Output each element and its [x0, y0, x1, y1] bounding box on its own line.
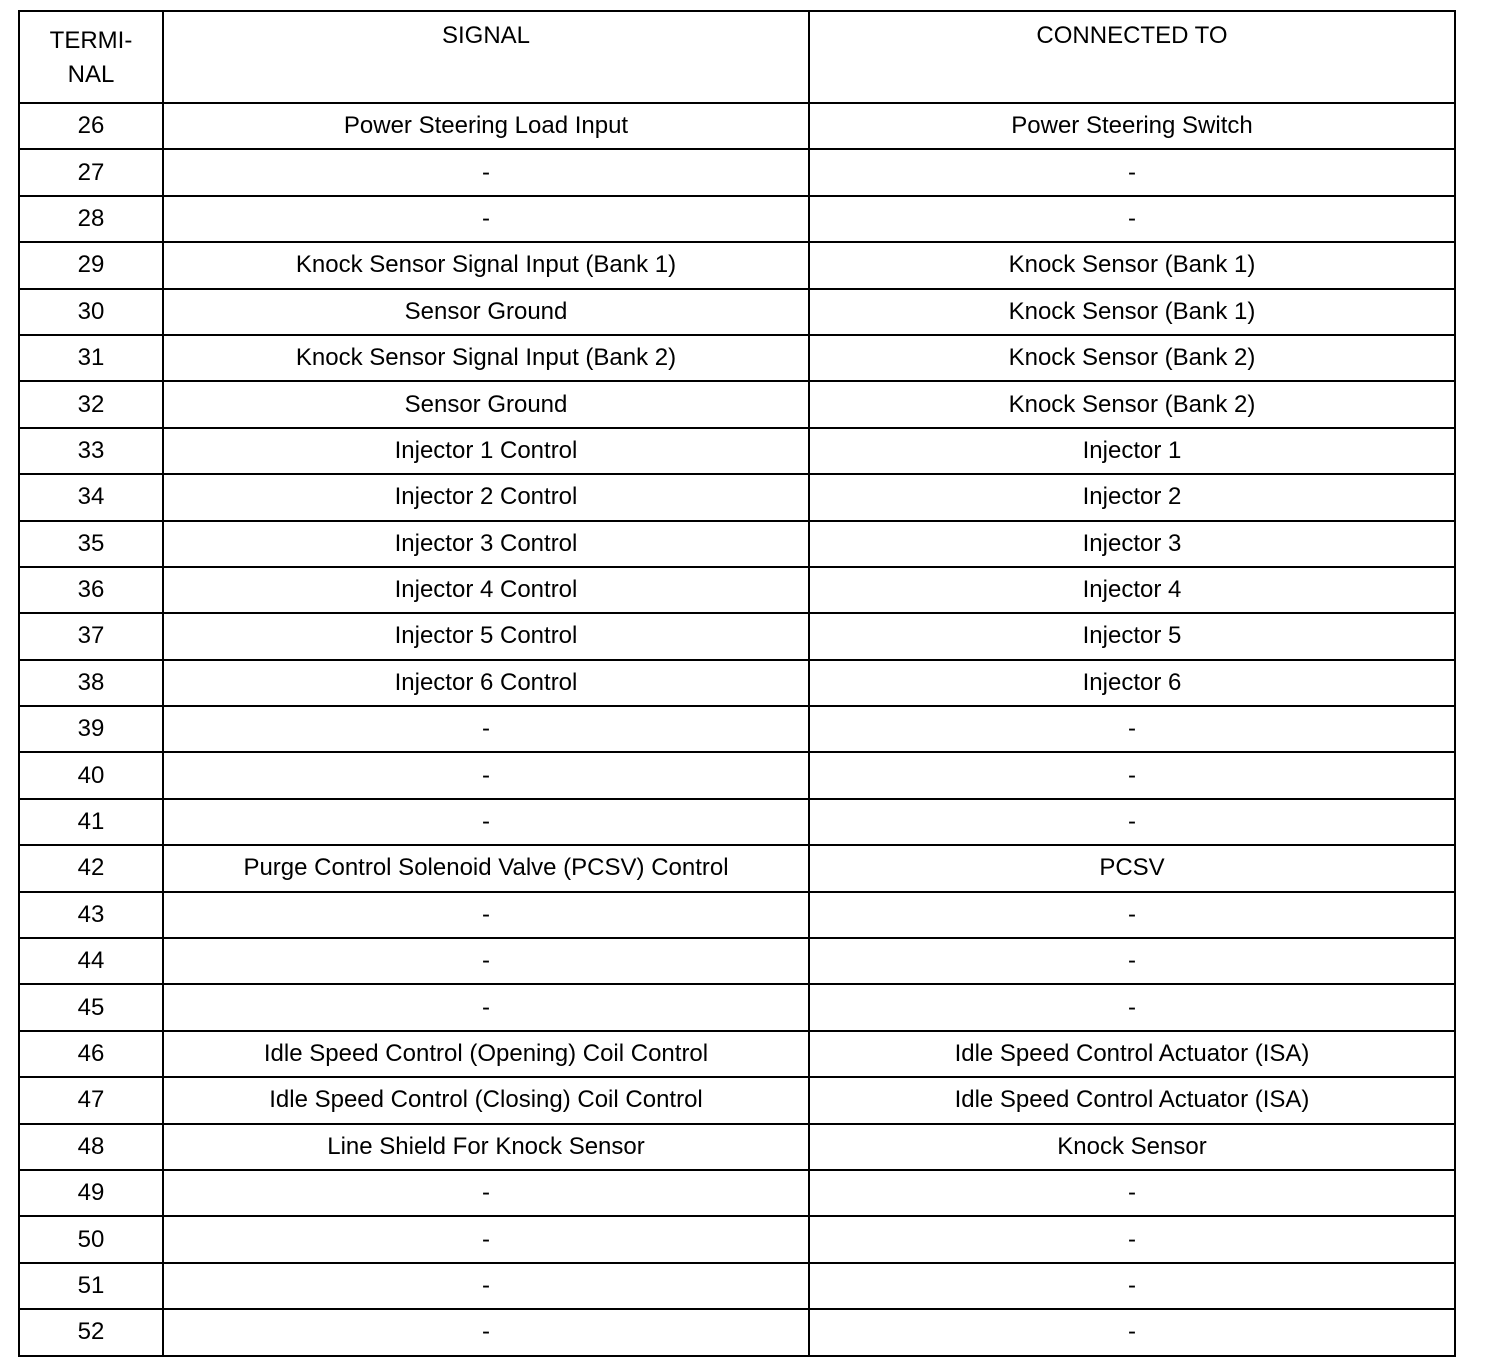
connected-to-cell: -: [809, 799, 1455, 845]
signal-cell: Knock Sensor Signal Input (Bank 1): [163, 242, 809, 288]
signal-cell: Power Steering Load Input: [163, 103, 809, 149]
connected-to-cell: -: [809, 1216, 1455, 1262]
signal-cell: Sensor Ground: [163, 381, 809, 427]
table-row: [19, 1309, 1455, 1355]
connected-to-cell: Knock Sensor (Bank 1): [809, 242, 1455, 288]
table-row: [19, 196, 1455, 242]
connected-to-cell: Injector 6: [809, 660, 1455, 706]
table-row: [19, 613, 1455, 659]
table-row: [19, 289, 1455, 335]
table-row: [19, 752, 1455, 798]
signal-cell: Injector 5 Control: [163, 613, 809, 659]
connected-to-cell: PCSV: [809, 845, 1455, 891]
signal-cell: Injector 3 Control: [163, 521, 809, 567]
table-row: [19, 1031, 1455, 1077]
signal-cell: -: [163, 984, 809, 1030]
terminal-cell: 52: [19, 1309, 163, 1355]
terminal-cell: 43: [19, 892, 163, 938]
terminal-cell: 41: [19, 799, 163, 845]
connected-to-cell: -: [809, 1170, 1455, 1216]
signal-cell: -: [163, 892, 809, 938]
connected-to-cell: -: [809, 1263, 1455, 1309]
table-row: [19, 660, 1455, 706]
table-row: [19, 242, 1455, 288]
connected-to-cell: -: [809, 752, 1455, 798]
terminal-cell: 30: [19, 289, 163, 335]
terminal-cell: 50: [19, 1216, 163, 1262]
header-signal: SIGNAL: [163, 11, 809, 103]
connected-to-cell: -: [809, 196, 1455, 242]
signal-cell: -: [163, 196, 809, 242]
table-row: [19, 103, 1455, 149]
connected-to-cell: Idle Speed Control Actuator (ISA): [809, 1077, 1455, 1123]
table-row: [19, 892, 1455, 938]
terminal-cell: 46: [19, 1031, 163, 1077]
table-row: [19, 1170, 1455, 1216]
signal-cell: Idle Speed Control (Closing) Coil Control: [163, 1077, 809, 1123]
terminal-cell: 36: [19, 567, 163, 613]
terminal-cell: 32: [19, 381, 163, 427]
terminal-cell: 51: [19, 1263, 163, 1309]
table-row: [19, 521, 1455, 567]
signal-cell: Injector 1 Control: [163, 428, 809, 474]
table-row: [19, 984, 1455, 1030]
signal-cell: Idle Speed Control (Opening) Coil Control: [163, 1031, 809, 1077]
signal-cell: Injector 2 Control: [163, 474, 809, 520]
header-terminal: TERMI- NAL: [19, 11, 163, 103]
terminal-table: [18, 10, 1456, 1357]
signal-cell: Knock Sensor Signal Input (Bank 2): [163, 335, 809, 381]
connected-to-cell: -: [809, 1309, 1455, 1355]
signal-cell: Purge Control Solenoid Valve (PCSV) Control: [163, 845, 809, 891]
table-row: [19, 938, 1455, 984]
terminal-cell: 44: [19, 938, 163, 984]
table-row: [19, 845, 1455, 891]
connected-to-cell: Injector 4: [809, 567, 1455, 613]
table-row: [19, 428, 1455, 474]
header-connected-to: CONNECTED TO: [809, 11, 1455, 103]
table-row: [19, 1124, 1455, 1170]
connected-to-cell: Knock Sensor (Bank 2): [809, 381, 1455, 427]
table-row: [19, 1216, 1455, 1262]
terminal-cell: 49: [19, 1170, 163, 1216]
terminal-cell: 48: [19, 1124, 163, 1170]
table-row: [19, 567, 1455, 613]
connected-to-cell: Knock Sensor: [809, 1124, 1455, 1170]
connected-to-cell: -: [809, 984, 1455, 1030]
connected-to-cell: Injector 2: [809, 474, 1455, 520]
connected-to-cell: Knock Sensor (Bank 2): [809, 335, 1455, 381]
connected-to-cell: -: [809, 938, 1455, 984]
connected-to-cell: Idle Speed Control Actuator (ISA): [809, 1031, 1455, 1077]
signal-cell: Injector 4 Control: [163, 567, 809, 613]
terminal-cell: 31: [19, 335, 163, 381]
terminal-cell: 39: [19, 706, 163, 752]
signal-cell: Sensor Ground: [163, 289, 809, 335]
connected-to-cell: Injector 5: [809, 613, 1455, 659]
terminal-cell: 37: [19, 613, 163, 659]
signal-cell: -: [163, 1170, 809, 1216]
signal-cell: Line Shield For Knock Sensor: [163, 1124, 809, 1170]
terminal-cell: 34: [19, 474, 163, 520]
signal-cell: -: [163, 1263, 809, 1309]
terminal-cell: 29: [19, 242, 163, 288]
signal-cell: -: [163, 149, 809, 195]
table-row: [19, 474, 1455, 520]
terminal-cell: 27: [19, 149, 163, 195]
signal-cell: -: [163, 799, 809, 845]
connected-to-cell: -: [809, 706, 1455, 752]
table-row: [19, 799, 1455, 845]
terminal-cell: 42: [19, 845, 163, 891]
signal-cell: Injector 6 Control: [163, 660, 809, 706]
connected-to-cell: Injector 3: [809, 521, 1455, 567]
terminal-cell: 33: [19, 428, 163, 474]
signal-cell: -: [163, 938, 809, 984]
table-row: [19, 1263, 1455, 1309]
signal-cell: -: [163, 1309, 809, 1355]
terminal-cell: 38: [19, 660, 163, 706]
signal-cell: -: [163, 752, 809, 798]
connected-to-cell: Injector 1: [809, 428, 1455, 474]
terminal-cell: 28: [19, 196, 163, 242]
signal-cell: -: [163, 706, 809, 752]
terminal-cell: 26: [19, 103, 163, 149]
table-row: [19, 381, 1455, 427]
terminal-cell: 40: [19, 752, 163, 798]
table-row: [19, 149, 1455, 195]
connected-to-cell: Power Steering Switch: [809, 103, 1455, 149]
terminal-cell: 45: [19, 984, 163, 1030]
table-row: [19, 706, 1455, 752]
connected-to-cell: -: [809, 892, 1455, 938]
terminal-cell: 35: [19, 521, 163, 567]
table-row: [19, 1077, 1455, 1123]
signal-cell: -: [163, 1216, 809, 1262]
connected-to-cell: -: [809, 149, 1455, 195]
table-row: [19, 335, 1455, 381]
connected-to-cell: Knock Sensor (Bank 1): [809, 289, 1455, 335]
header-row: [19, 11, 1455, 103]
table-body: [19, 103, 1455, 1356]
terminal-cell: 47: [19, 1077, 163, 1123]
